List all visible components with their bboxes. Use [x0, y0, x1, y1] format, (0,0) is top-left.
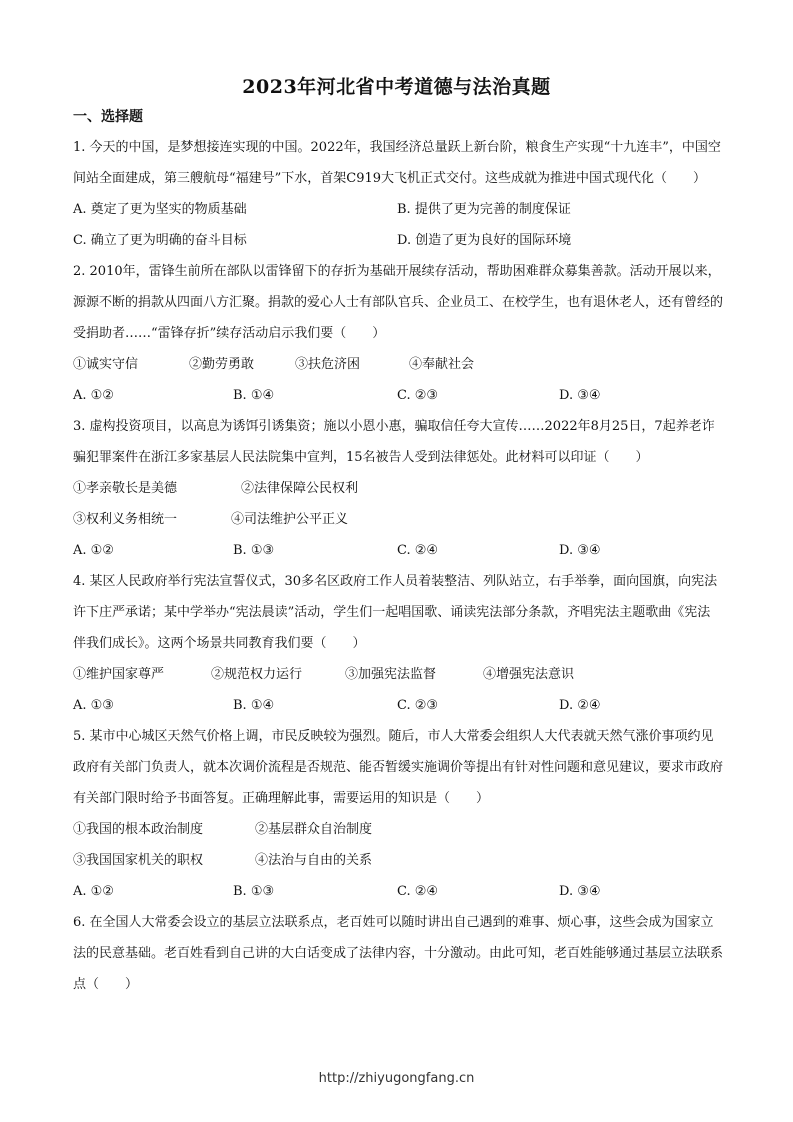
- option-b: B. 提供了更为完善的制度保证: [397, 202, 571, 217]
- answer-options: [73, 225, 723, 256]
- answer-options: [73, 876, 723, 907]
- statement-2: ②勤劳勇敢: [189, 357, 255, 372]
- option-c: C. ②④: [397, 543, 439, 558]
- option-d: D. ③④: [559, 388, 601, 403]
- answer-options: [73, 194, 723, 225]
- option-d: D. ③④: [559, 884, 601, 899]
- statement-list: [73, 814, 723, 845]
- statement-2: ②基层群众自治制度: [255, 822, 373, 837]
- answer-options: [73, 535, 723, 566]
- option-d: D. ③④: [559, 543, 601, 558]
- statement-3: ③权利义务相统一: [73, 512, 178, 527]
- option-a: A. ①②: [73, 388, 114, 403]
- statement-2: ②法律保障公民权利: [241, 481, 359, 496]
- question-list: [73, 132, 723, 1000]
- statement-1: ①孝亲敬长是美德: [73, 481, 178, 496]
- option-b: B. ①④: [233, 698, 275, 713]
- statement-3: ③加强宪法监督: [345, 667, 437, 682]
- statement-2: ②规范权力运行: [211, 667, 303, 682]
- question-stem: 2. 2010年，雷锋生前所在部队以雷锋留下的存折为基础开展续存活动，帮助困难群众募集善款。活动开展以来，源源不断的捐款从四面八方汇聚。捐款的爱心人士有部队官兵、企业员工、在校学生，也有退休老人，还有曾经的受捐助者……“雷锋存折”续存活动启示我们要（ ）: [73, 264, 724, 341]
- statement-4: ④司法维护公平正义: [231, 512, 349, 527]
- question-1: [73, 132, 723, 256]
- footer-url: http://zhiyugongfang.cn: [318, 1071, 475, 1086]
- question-stem: 6. 在全国人大常委会设立的基层立法联系点，老百姓可以随时讲出自己遇到的难事、烦心事，这些会成为国家立法的民意基础。老百姓看到自己讲的大白话变成了法律内容，十分激动。由此可知，老百姓能够通过基层立法联系点（ ）: [73, 915, 724, 992]
- statement-list: [73, 349, 723, 380]
- statement-1: ①诚实守信: [73, 357, 139, 372]
- option-a: A. ①②: [73, 543, 114, 558]
- option-b: B. ①③: [233, 884, 275, 899]
- question-stem: 4. 某区人民政府举行宪法宣誓仪式，30多名区政府工作人员着装整洁、列队站立，右手举拳，面向国旗，向宪法许下庄严承诺；某中学举办“宪法晨读”活动，学生们一起唱国歌、诵读宪法部分条款，齐唱宪法主题歌曲《宪法伴我们成长》。这两个场景共同教育我们要（ ）: [73, 574, 718, 651]
- question-4: [73, 566, 723, 721]
- answer-options: [73, 690, 723, 721]
- option-d: D. ②④: [559, 698, 601, 713]
- option-c: C. ②④: [397, 884, 439, 899]
- statement-3: ③扶危济困: [295, 357, 361, 372]
- option-c: C. ②③: [397, 388, 439, 403]
- statement-list: [73, 504, 723, 535]
- statement-4: ④增强宪法意识: [483, 667, 575, 682]
- statement-list: [73, 473, 723, 504]
- statement-4: ④法治与自由的关系: [255, 853, 373, 868]
- statement-1: ①维护国家尊严: [73, 667, 165, 682]
- option-a: A. ①②: [73, 884, 114, 899]
- question-stem: 1. 今天的中国，是梦想接连实现的中国。2022年，我国经济总量跃上新台阶，粮食生产实现“十九连丰”，中国空间站全面建成，第三艘航母“福建号”下水，首架C919大飞机正式交付。这些成就为推进中国式现代化（ ）: [73, 140, 721, 186]
- statement-3: ③我国国家机关的职权: [73, 853, 204, 868]
- question-3: [73, 411, 723, 566]
- question-6: [73, 907, 723, 1000]
- question-stem: 5. 某市中心城区天然气价格上调，市民反映较为强烈。随后，市人大常委会组织人大代表就天然气涨价事项约见政府有关部门负责人，就本次调价流程是否规范、能否暂缓实施调价等提出有针对性问题和意见建议，要求市政府有关部门限时给予书面答复。正确理解此事，需要运用的知识是（ ）: [73, 729, 724, 806]
- question-5: [73, 721, 723, 907]
- statement-4: ④奉献社会: [409, 357, 475, 372]
- section-heading: 一、选择题: [73, 109, 143, 125]
- question-stem: 3. 虚构投资项目，以高息为诱饵引诱集资；施以小恩小惠，骗取信任夸大宣传……2022年8月25日，7起养老诈骗犯罪案件在浙江多家基层人民法院集中宣判，15名被告人受到法律惩处。此材料可以印证（ ）: [73, 419, 715, 465]
- statement-list: [73, 845, 723, 876]
- option-c: C. ②③: [397, 698, 439, 713]
- question-2: [73, 256, 723, 411]
- option-a: A. ①③: [73, 698, 114, 713]
- answer-options: [73, 380, 723, 411]
- option-b: B. ①④: [233, 388, 275, 403]
- option-d: D. 创造了更为良好的国际环境: [397, 233, 572, 248]
- page-title: 2023年河北省中考道德与法治真题: [242, 76, 551, 98]
- option-a: A. 奠定了更为坚实的物质基础: [73, 202, 247, 217]
- option-b: B. ①③: [233, 543, 275, 558]
- option-c: C. 确立了更为明确的奋斗目标: [73, 233, 247, 248]
- statement-list: [73, 659, 723, 690]
- statement-1: ①我国的根本政治制度: [73, 822, 204, 837]
